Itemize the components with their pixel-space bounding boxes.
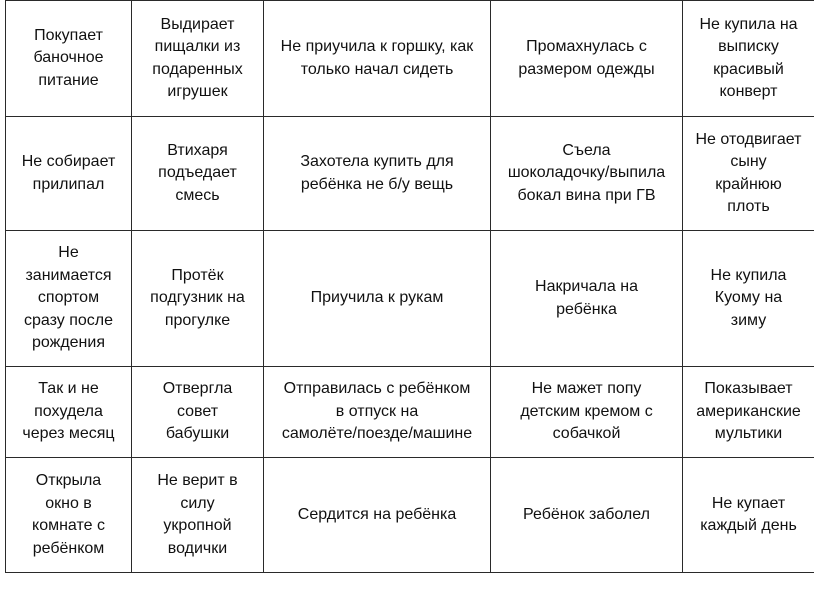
table-cell	[132, 367, 264, 458]
cell-line: окно в	[45, 494, 92, 512]
cell-line: бокал вина при ГВ	[517, 186, 656, 204]
cell-line: совет	[176, 402, 219, 420]
table-cell	[132, 1, 264, 117]
cell-line: Протёк	[171, 266, 224, 284]
cell-line: Покупает	[34, 26, 103, 44]
bingo-table	[5, 0, 814, 573]
cell-line: Открыла	[35, 472, 102, 489]
cell-line: похудела	[34, 402, 103, 420]
cell-line: комнате с	[32, 517, 105, 534]
cell-line: собачкой	[552, 425, 621, 443]
cell-line: размером одежды	[518, 60, 655, 78]
cell-line: Не мажет попу	[531, 380, 642, 398]
cell-line: детским кремом с	[520, 402, 653, 420]
cell-line: только начал сидеть	[300, 60, 454, 78]
cell-line: подгузник на	[150, 289, 245, 307]
cell-line: Не отодвигает	[695, 130, 802, 148]
cell-line: самолёте/поезде/машине	[281, 425, 473, 443]
cell-line: Втихаря	[167, 141, 228, 159]
cell-line: Не купила	[710, 266, 787, 284]
cell-line: водички	[167, 539, 228, 557]
cell-line: Так и не	[38, 380, 99, 398]
cell-line: Накричала на	[535, 278, 638, 295]
table-row	[6, 458, 814, 573]
table-cell	[132, 117, 264, 231]
table-cell	[683, 1, 814, 117]
cell-line: Отправилась с ребёнком	[283, 380, 471, 398]
table-cell	[491, 458, 683, 573]
table-cell	[491, 231, 683, 367]
cell-line: Не купает	[711, 494, 786, 512]
table-cell	[683, 231, 814, 367]
table-row	[6, 367, 814, 458]
cell-line: питание	[38, 71, 99, 89]
cell-line: ребёнком	[32, 539, 105, 557]
cell-line: плоть	[727, 198, 770, 215]
table-cell	[683, 117, 814, 231]
table-cell	[683, 367, 814, 458]
cell-line: Промахнулась с	[526, 38, 647, 55]
cell-line: Приучила к рукам	[310, 289, 444, 307]
cell-line: Не собирает	[21, 153, 116, 170]
cell-line: пищалки из	[154, 38, 241, 55]
cell-line: конверт	[719, 83, 778, 100]
table-cell	[6, 117, 132, 231]
cell-line: красивый	[713, 60, 784, 78]
cell-line: ребёнка не б/у вещь	[300, 175, 454, 193]
cell-line: мультики	[714, 425, 783, 443]
table-cell	[132, 458, 264, 573]
cell-line: Отвергла	[162, 380, 233, 398]
cell-line: Не купила на	[699, 15, 798, 33]
table-cell	[264, 367, 491, 458]
bingo-table-container	[5, 0, 814, 572]
cell-line: американские	[696, 402, 801, 420]
table-cell	[264, 231, 491, 367]
table-cell	[491, 367, 683, 458]
cell-line: Сердится на ребёнка	[297, 505, 457, 523]
cell-line: ребёнка	[556, 300, 617, 318]
cell-line: силу	[180, 494, 215, 512]
cell-line: игрушек	[167, 83, 228, 100]
table-cell	[6, 1, 132, 117]
cell-line: Не верит в	[157, 472, 238, 489]
cell-line: Не приучила к горшку, как	[280, 38, 474, 55]
cell-line: Не	[58, 244, 79, 262]
table-cell	[6, 458, 132, 573]
cell-line: смесь	[175, 186, 220, 204]
table-cell	[132, 231, 264, 367]
cell-line: через месяц	[22, 425, 115, 443]
cell-line: Ребёнок заболел	[523, 505, 650, 523]
cell-line: прилипал	[32, 175, 105, 193]
cell-line: бабушки	[165, 425, 230, 443]
cell-line: шоколадочку/выпила	[507, 164, 666, 182]
cell-line: зиму	[730, 311, 767, 329]
table-row	[6, 1, 814, 117]
table-row	[6, 231, 814, 367]
table-row	[6, 117, 814, 231]
cell-line: Куому на	[714, 289, 783, 307]
table-cell	[6, 231, 132, 367]
table-cell	[491, 1, 683, 117]
cell-line: Показывает	[704, 380, 793, 398]
cell-line: занимается	[25, 266, 112, 284]
table-cell	[6, 367, 132, 458]
cell-line: каждый день	[700, 517, 797, 534]
cell-line: сразу после	[23, 311, 113, 329]
cell-line: рождения	[32, 334, 105, 352]
table-cell	[264, 117, 491, 231]
cell-line: Выдирает	[160, 15, 235, 33]
cell-line: Захотела купить для	[300, 153, 454, 170]
cell-line: спортом	[37, 289, 100, 307]
table-cell	[491, 117, 683, 231]
cell-line: укропной	[163, 517, 232, 534]
cell-line: выписку	[718, 38, 779, 55]
table-cell	[264, 1, 491, 117]
cell-line: баночное	[33, 49, 104, 67]
cell-line: подаренных	[152, 60, 243, 78]
cell-line: в отпуск на	[335, 402, 419, 420]
cell-line: крайнюю	[715, 175, 782, 193]
table-cell	[683, 458, 814, 573]
cell-line: сыну	[730, 153, 767, 170]
cell-line: Съела	[562, 141, 611, 159]
table-cell	[264, 458, 491, 573]
cell-line: прогулке	[164, 311, 231, 329]
cell-line: подъедает	[158, 164, 237, 182]
